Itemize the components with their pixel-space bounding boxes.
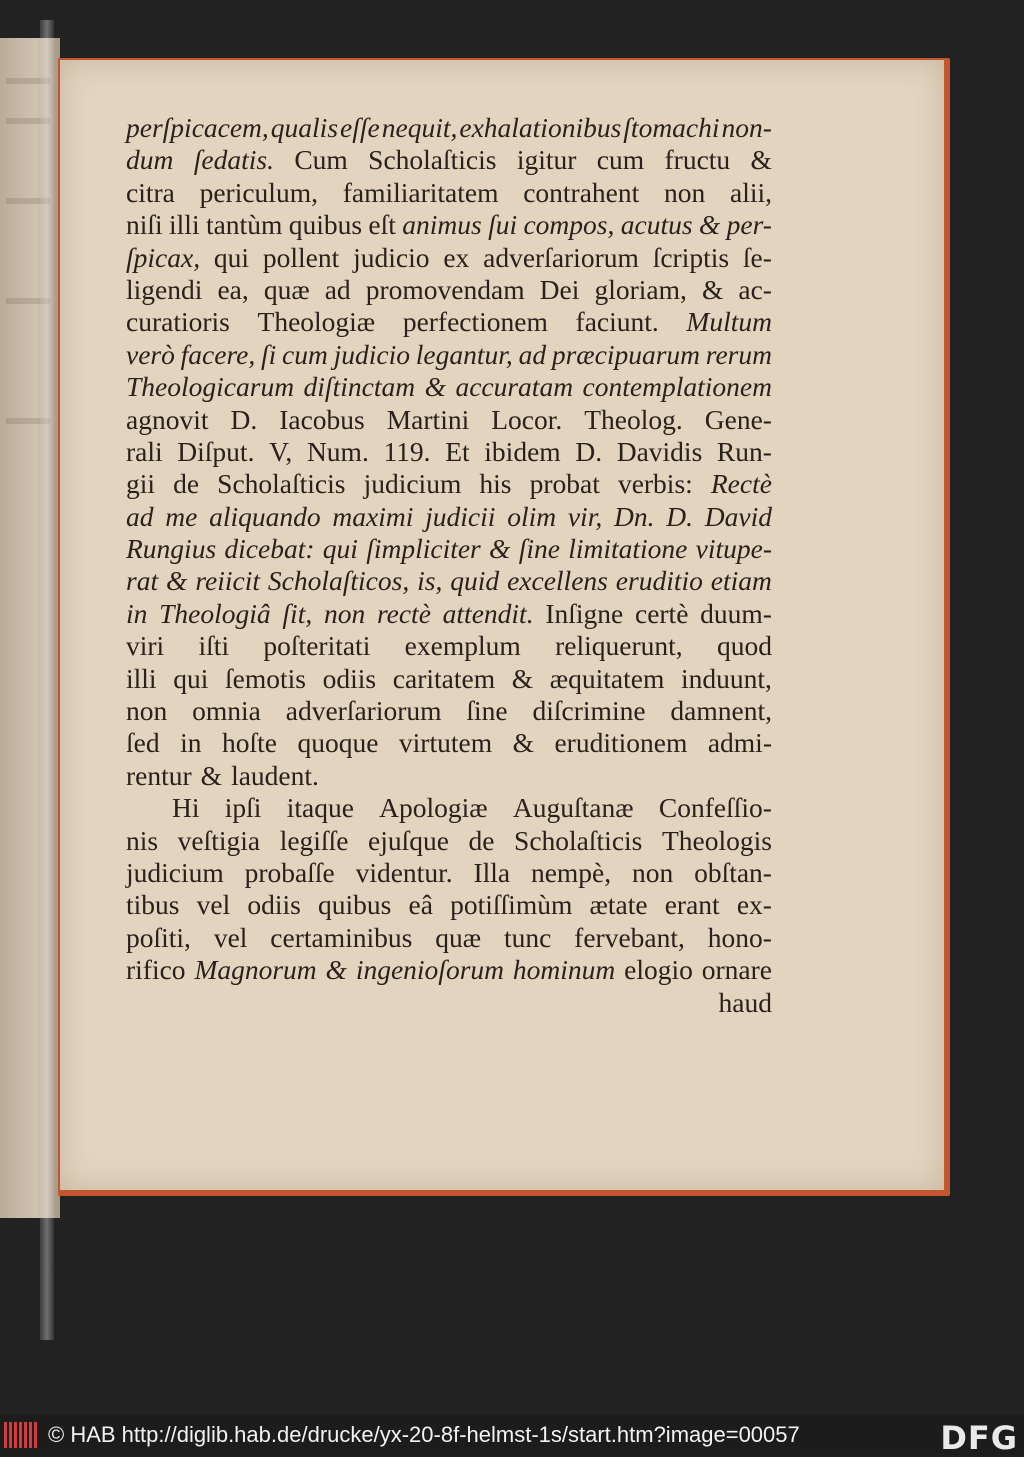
word: quæ [435, 921, 482, 953]
word: & [200, 759, 223, 791]
word: eſt [368, 209, 396, 241]
word: compos, [523, 209, 615, 241]
word: Iacobus [279, 403, 365, 435]
word: ætate [589, 889, 648, 921]
word: ibidem [484, 435, 561, 467]
word: non- [721, 112, 772, 143]
word: poſiti, [126, 921, 191, 953]
word: limitatione [568, 533, 688, 565]
word: odiis [247, 889, 301, 921]
word: quæ [263, 273, 310, 305]
word: ipſi [224, 792, 262, 824]
text-line [126, 177, 772, 209]
word: in [126, 597, 148, 629]
word: ea, [217, 273, 249, 305]
word: tunc [503, 921, 552, 953]
word: elogio [624, 954, 693, 986]
word: Hi [172, 792, 200, 824]
word: me [165, 500, 198, 532]
word: qui [213, 241, 250, 273]
word: faciunt. [575, 306, 659, 338]
word: legiſſe [279, 824, 349, 856]
word: & [325, 954, 347, 986]
word: videntur. [355, 856, 453, 888]
word: judicio [333, 338, 411, 370]
word: dicebat: [224, 533, 315, 565]
word: adverſariorum [483, 241, 639, 273]
word: caritatem [392, 662, 496, 694]
word: probaſſe [244, 856, 335, 888]
word: induunt, [681, 662, 772, 694]
word: dum [126, 144, 174, 176]
word: vel [196, 889, 231, 921]
word: diſcrimine [532, 695, 646, 727]
word: ſed [126, 727, 160, 759]
word: & [512, 727, 534, 759]
word: rali [126, 435, 163, 467]
word: non [126, 695, 168, 727]
word: Auguſtanæ [512, 792, 634, 824]
word: fervebant, [574, 921, 685, 953]
word: Illa [473, 856, 511, 888]
word: cum [282, 338, 328, 370]
word: nis [126, 824, 159, 856]
word: Apologiæ [379, 792, 488, 824]
word: non [664, 176, 706, 208]
word: Confeſſio- [658, 792, 772, 824]
word: per- [726, 209, 772, 241]
text-line [126, 533, 772, 565]
word: quid [450, 565, 500, 597]
word: certaminibus [270, 921, 413, 953]
text-line [126, 339, 772, 371]
word: Theologiâ [159, 597, 271, 629]
word: Gene- [704, 403, 772, 435]
word: agnovit [126, 403, 209, 435]
word: Run- [716, 435, 772, 467]
word: Rectè [710, 468, 772, 500]
word: ingenioſorum [355, 954, 505, 986]
word: maximi [332, 500, 414, 532]
word: quibus [318, 889, 392, 921]
catchword-text: haud [718, 986, 772, 1018]
word: ſe- [742, 241, 772, 273]
word: 119. [383, 435, 431, 467]
word: ad [324, 273, 351, 305]
word: & [698, 209, 721, 241]
word: perſpicacem, [126, 112, 269, 143]
word: ſine [466, 695, 508, 727]
word: ad [126, 500, 154, 532]
word: qualis [270, 112, 339, 143]
word: reiicit [195, 565, 260, 597]
word: & [424, 371, 446, 403]
word: fructu [664, 144, 731, 176]
word: Locor. [491, 403, 563, 435]
word: judicii [425, 500, 496, 532]
word: hoſte [221, 727, 277, 759]
word: Diſput. [177, 435, 255, 467]
word: viri [126, 630, 165, 662]
word: judicium [126, 856, 224, 888]
word: exhalationibus [459, 112, 622, 143]
text-line [126, 144, 772, 176]
word: rerum [705, 338, 772, 370]
word: æquitatem [549, 662, 665, 694]
word: attendit. [442, 597, 534, 629]
text-line [126, 727, 772, 759]
word: ligendi [126, 273, 203, 305]
word: rentur [126, 759, 192, 791]
word: animus [402, 209, 482, 241]
word: Et [445, 435, 470, 467]
word: ornare [701, 954, 772, 986]
word: & [701, 273, 724, 305]
word: perfectionem [402, 306, 548, 338]
page-text [126, 112, 772, 1019]
word: Scholaſticis [514, 824, 643, 856]
word: ſemotis [225, 662, 306, 694]
word: D. [230, 403, 258, 435]
word: verbis: [617, 468, 693, 500]
text-line [126, 825, 772, 857]
word: Scholaſticis [217, 468, 346, 500]
word: potiſſimùm [450, 889, 573, 921]
word: odiis [322, 662, 377, 694]
word: iſti [198, 630, 230, 662]
word: cum [596, 144, 645, 176]
word: ac- [738, 273, 772, 305]
word: ſimpliciter [366, 533, 481, 565]
word: damnent, [670, 695, 772, 727]
book-gutter [40, 20, 54, 1340]
catchword [126, 987, 772, 1019]
word: laudent. [231, 759, 319, 791]
text-line [126, 630, 772, 662]
word: præcipuarum [551, 338, 701, 370]
word: & [511, 662, 534, 694]
word: ſi [260, 338, 277, 370]
word: Theologis [661, 824, 772, 856]
word: exemplum [404, 630, 521, 662]
word: eruditio [615, 565, 703, 597]
word: diſtinctam [303, 371, 416, 403]
word: gii [126, 468, 156, 500]
word: V, [269, 435, 293, 467]
word: igitur [516, 144, 577, 176]
text-line [126, 209, 772, 241]
word: Magnorum [194, 954, 317, 986]
word: de [173, 468, 200, 500]
word: acutus [620, 209, 693, 241]
word: judicio [353, 241, 430, 273]
word: periculum, [199, 176, 318, 208]
word: Inſigne [545, 597, 624, 629]
word: Dn. [613, 500, 655, 532]
word: verò [126, 338, 175, 370]
word: Davidis [616, 435, 703, 467]
word: Theologicarum [126, 371, 295, 403]
word: tantùm [205, 209, 283, 241]
word: Scholaſticis [368, 144, 497, 176]
word: nempè, [530, 856, 612, 888]
word: rat [126, 565, 159, 597]
word: alii, [729, 176, 772, 208]
word: vitupe- [695, 533, 772, 565]
word: Multum [686, 306, 772, 338]
word: & [166, 565, 188, 597]
word: promovendam [365, 273, 525, 305]
word: adverſariorum [285, 695, 442, 727]
text-line [126, 501, 772, 533]
word: ſedatis. [193, 144, 274, 176]
word: Num. [306, 435, 369, 467]
word: legantur, [415, 338, 513, 370]
word: Rungius [126, 533, 217, 565]
text-line [126, 695, 772, 727]
word: ejuſque [368, 824, 449, 856]
text-line [126, 371, 772, 403]
text-line [126, 889, 772, 921]
word: accuratam [455, 371, 574, 403]
word: D. [666, 500, 693, 532]
word: ex- [736, 889, 772, 921]
word: qui [173, 662, 209, 694]
word: niſi [126, 209, 163, 241]
word: certè [634, 597, 689, 629]
word: veſtigia [177, 824, 261, 856]
word: gloriam, [594, 273, 687, 305]
text-line [126, 436, 772, 468]
word: duum- [700, 597, 772, 629]
word: in [180, 727, 202, 759]
word: D. [575, 435, 603, 467]
word: vir, [567, 500, 603, 532]
text-line [126, 792, 772, 824]
word: hominum [512, 954, 616, 986]
word: tibus [126, 889, 180, 921]
word: hono- [707, 921, 772, 953]
word: omnia [192, 695, 261, 727]
word: erant [664, 889, 720, 921]
text-line [126, 565, 772, 597]
text-line [126, 274, 772, 306]
library-barcode-icon [4, 1422, 40, 1448]
word: Martini [386, 403, 470, 435]
text-line [126, 468, 772, 500]
word: contrahent [523, 176, 640, 208]
text-line [126, 598, 772, 630]
word: vel [213, 921, 248, 953]
word: eâ [408, 889, 433, 921]
word: non [323, 597, 366, 629]
word: contemplationem [582, 371, 772, 403]
word: quod [716, 630, 772, 662]
word: Cum [294, 144, 348, 176]
word: nequit, [381, 112, 458, 143]
word: etiam [710, 565, 772, 597]
word: Scholaſticos, [267, 565, 410, 597]
word: de [468, 824, 495, 856]
word: & [489, 533, 511, 565]
word: olim [507, 500, 557, 532]
text-line [126, 404, 772, 436]
word: his [479, 468, 512, 500]
word: pollent [262, 241, 340, 273]
text-line [126, 857, 772, 889]
word: facere, [180, 338, 256, 370]
word: qui [322, 533, 358, 565]
word: Dei [539, 273, 580, 305]
word: illi [169, 209, 200, 241]
word: ſcriptis [652, 241, 730, 273]
word: admi- [707, 727, 772, 759]
word: familiaritatem [342, 176, 499, 208]
text-line [126, 663, 772, 695]
text-line [126, 954, 772, 986]
word: rectè [376, 597, 431, 629]
word: probat [529, 468, 600, 500]
word: ex [443, 241, 470, 273]
word: poſteritati [263, 630, 371, 662]
word: quibus [288, 209, 363, 241]
word: quoque [297, 727, 379, 759]
word: itaque [286, 792, 354, 824]
word: aliquando [209, 500, 321, 532]
word: Theologiæ [257, 306, 376, 338]
text-line [126, 760, 772, 792]
word: eruditionem [554, 727, 688, 759]
word: Theolog. [584, 403, 683, 435]
word: & [750, 144, 772, 176]
word: ſit, [282, 597, 313, 629]
word: judicium [363, 468, 462, 500]
word: virtutem [398, 727, 493, 759]
dfg-logo: DFG [940, 1419, 1018, 1457]
text-line [126, 922, 772, 954]
word: curatioris [126, 306, 230, 338]
word: ſine [518, 533, 560, 565]
word: David [704, 500, 772, 532]
word: ſpicax, [126, 241, 201, 273]
word: ſui [488, 209, 518, 241]
word: is, [417, 565, 443, 597]
word: obſtan- [694, 856, 772, 888]
text-line [126, 112, 772, 144]
copyright-url[interactable]: © HAB http://diglib.hab.de/drucke/yx-20-8f-helmst-1s/start.htm?image=00057 [48, 1422, 800, 1447]
word: ad [518, 338, 547, 370]
text-line [126, 306, 772, 338]
text-line [126, 242, 772, 274]
word: citra [126, 176, 175, 208]
word: rifico [126, 954, 186, 986]
word: illi [126, 662, 157, 694]
word: eſſe [340, 112, 380, 143]
word: excellens [507, 565, 608, 597]
word: non [631, 856, 674, 888]
word: reliquerunt, [555, 630, 683, 662]
footer-bar [0, 1415, 1024, 1455]
word: ſtomachi [623, 112, 720, 143]
